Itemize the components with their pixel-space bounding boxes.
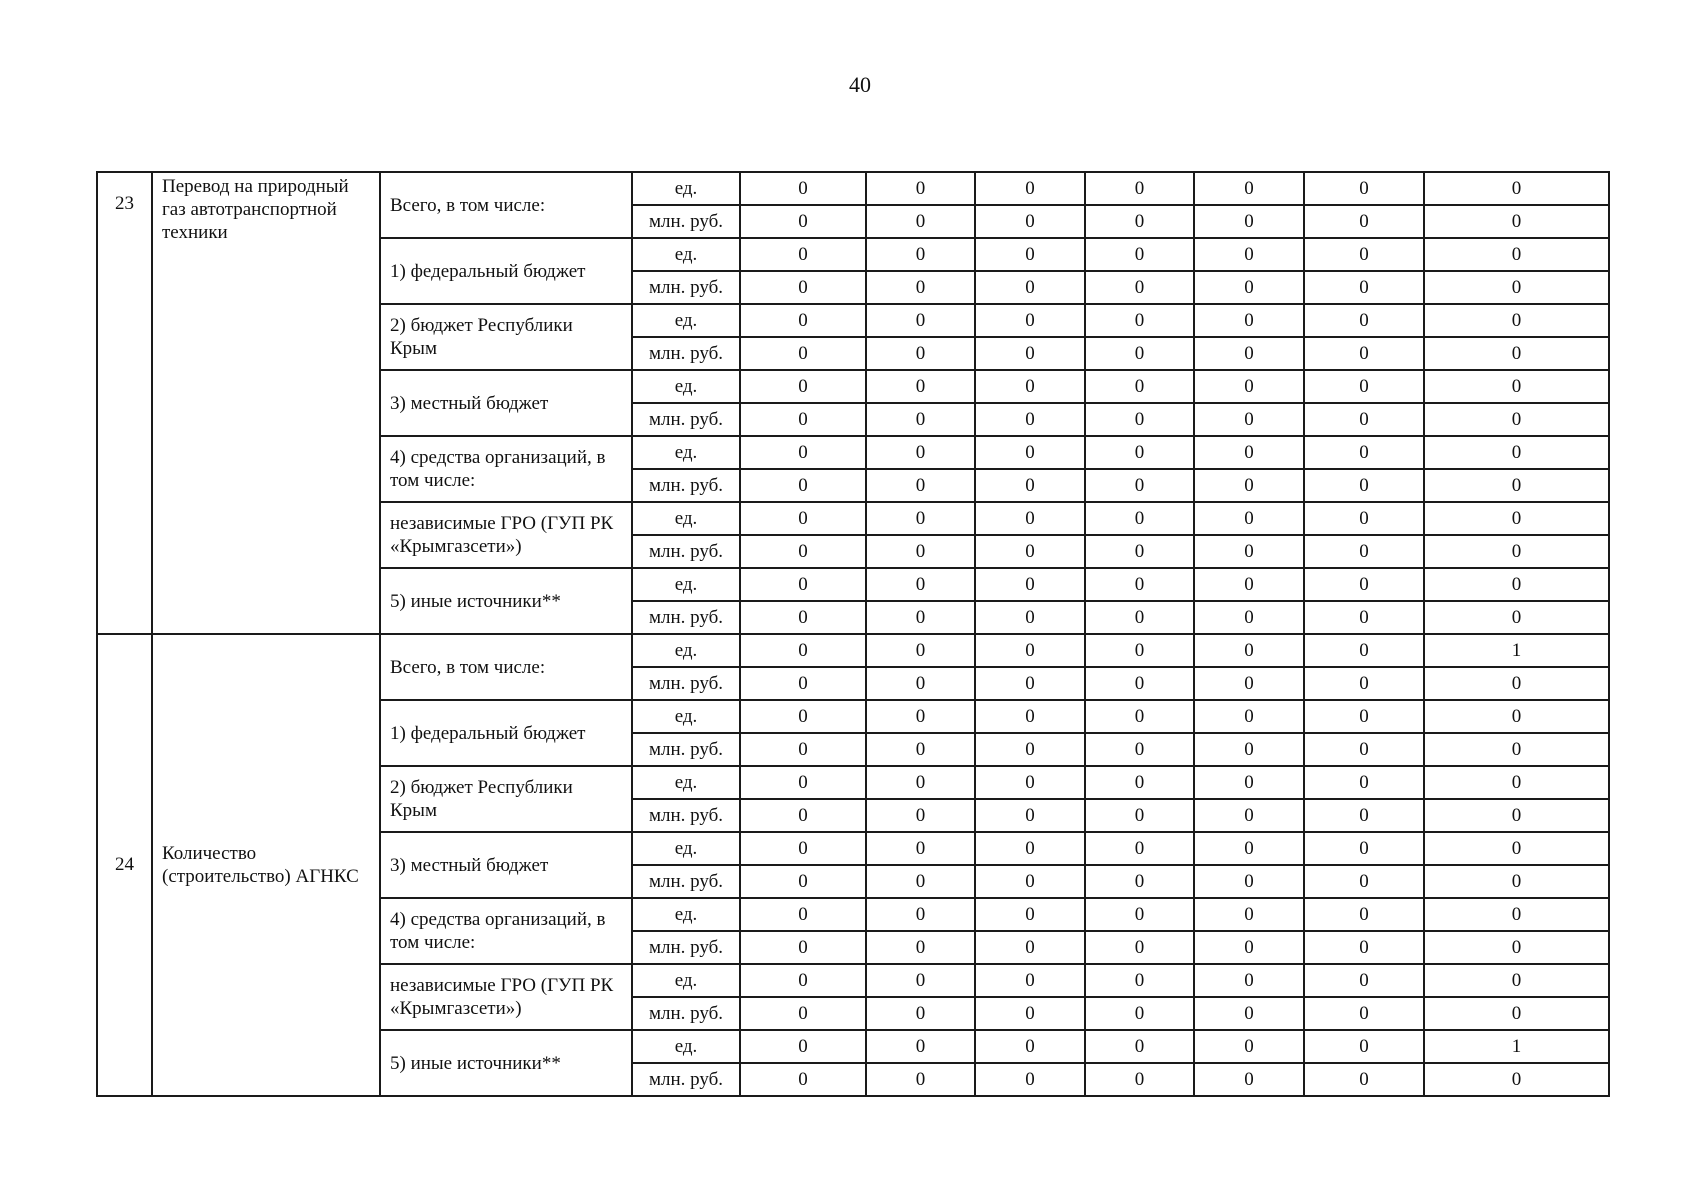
funding-source-cell: 3) местный бюджет	[380, 370, 632, 436]
value-cell: 0	[1194, 403, 1304, 436]
funding-source-cell: независимые ГРО (ГУП РК «Крымгазсети»)	[380, 964, 632, 1030]
value-cell: 0	[1194, 865, 1304, 898]
value-cell: 0	[1424, 997, 1609, 1030]
data-table	[96, 171, 1610, 1097]
value-cell: 0	[1304, 271, 1424, 304]
value-cell: 0	[1424, 568, 1609, 601]
value-cell: 0	[1085, 205, 1194, 238]
unit-cell: млн. руб.	[632, 667, 740, 700]
value-cell: 0	[1424, 766, 1609, 799]
value-cell: 0	[1304, 667, 1424, 700]
unit-cell: млн. руб.	[632, 337, 740, 370]
value-cell: 0	[1085, 634, 1194, 667]
value-cell: 0	[740, 337, 866, 370]
item-number-cell: 23	[97, 172, 152, 634]
value-cell: 0	[1085, 304, 1194, 337]
item-name-cell: Перевод на природный газ автотранспортной техники	[152, 172, 380, 634]
unit-cell: ед.	[632, 172, 740, 205]
value-cell: 0	[1085, 271, 1194, 304]
value-cell: 0	[1194, 502, 1304, 535]
value-cell: 0	[1304, 304, 1424, 337]
funding-source-cell: 2) бюджет Республики Крым	[380, 766, 632, 832]
value-cell: 0	[1304, 700, 1424, 733]
value-cell: 0	[1085, 700, 1194, 733]
value-cell: 0	[1304, 502, 1424, 535]
value-cell: 0	[740, 271, 866, 304]
value-cell: 0	[866, 799, 975, 832]
value-cell: 0	[1304, 601, 1424, 634]
value-cell: 0	[740, 700, 866, 733]
unit-cell: ед.	[632, 1030, 740, 1063]
value-cell: 0	[975, 964, 1085, 997]
value-cell: 0	[1304, 469, 1424, 502]
value-cell: 0	[1194, 436, 1304, 469]
value-cell: 0	[1424, 436, 1609, 469]
value-cell: 0	[975, 436, 1085, 469]
value-cell: 0	[866, 337, 975, 370]
value-cell: 0	[1304, 997, 1424, 1030]
value-cell: 0	[866, 568, 975, 601]
value-cell: 0	[1194, 469, 1304, 502]
value-cell: 0	[1304, 1030, 1424, 1063]
value-cell: 0	[740, 469, 866, 502]
value-cell: 0	[975, 568, 1085, 601]
unit-cell: млн. руб.	[632, 271, 740, 304]
value-cell: 0	[1194, 931, 1304, 964]
value-cell: 0	[866, 304, 975, 337]
value-cell: 0	[866, 898, 975, 931]
value-cell: 0	[975, 403, 1085, 436]
value-cell: 0	[1194, 799, 1304, 832]
value-cell: 0	[975, 766, 1085, 799]
value-cell: 0	[1194, 766, 1304, 799]
value-cell: 0	[740, 238, 866, 271]
value-cell: 0	[975, 733, 1085, 766]
value-cell: 0	[1194, 997, 1304, 1030]
value-cell: 0	[1194, 898, 1304, 931]
value-cell: 0	[1194, 172, 1304, 205]
value-cell: 0	[740, 205, 866, 238]
value-cell: 0	[975, 997, 1085, 1030]
value-cell: 0	[866, 766, 975, 799]
value-cell: 0	[1424, 931, 1609, 964]
value-cell: 0	[1424, 601, 1609, 634]
value-cell: 0	[975, 304, 1085, 337]
value-cell: 0	[1304, 931, 1424, 964]
unit-cell: ед.	[632, 238, 740, 271]
unit-cell: ед.	[632, 634, 740, 667]
value-cell: 0	[866, 271, 975, 304]
unit-cell: ед.	[632, 370, 740, 403]
value-cell: 0	[1424, 832, 1609, 865]
value-cell: 0	[866, 601, 975, 634]
value-cell: 0	[975, 667, 1085, 700]
value-cell: 0	[975, 271, 1085, 304]
unit-cell: млн. руб.	[632, 601, 740, 634]
value-cell: 0	[1085, 535, 1194, 568]
value-cell: 0	[1304, 238, 1424, 271]
unit-cell: ед.	[632, 436, 740, 469]
value-cell: 0	[1085, 469, 1194, 502]
value-cell: 0	[866, 403, 975, 436]
value-cell: 0	[866, 964, 975, 997]
value-cell: 0	[1085, 832, 1194, 865]
value-cell: 0	[975, 931, 1085, 964]
funding-source-cell: 5) иные источники**	[380, 1030, 632, 1096]
value-cell: 0	[866, 1030, 975, 1063]
unit-cell: млн. руб.	[632, 931, 740, 964]
value-cell: 0	[866, 502, 975, 535]
item-name-cell: Количество (строительство) АГНКС	[152, 634, 380, 1096]
value-cell: 0	[1424, 370, 1609, 403]
value-cell: 0	[975, 205, 1085, 238]
value-cell: 0	[975, 337, 1085, 370]
value-cell: 0	[866, 238, 975, 271]
value-cell: 0	[1424, 304, 1609, 337]
value-cell: 0	[1085, 337, 1194, 370]
value-cell: 0	[975, 865, 1085, 898]
value-cell: 0	[975, 1030, 1085, 1063]
value-cell: 0	[740, 172, 866, 205]
table-row	[97, 634, 1609, 667]
table-body	[97, 172, 1609, 1096]
value-cell: 0	[1194, 964, 1304, 997]
value-cell: 0	[866, 172, 975, 205]
value-cell: 0	[1304, 337, 1424, 370]
value-cell: 0	[740, 898, 866, 931]
value-cell: 0	[740, 865, 866, 898]
value-cell: 0	[1424, 502, 1609, 535]
value-cell: 0	[1424, 205, 1609, 238]
value-cell: 0	[1424, 403, 1609, 436]
value-cell: 0	[1194, 1063, 1304, 1096]
unit-cell: ед.	[632, 964, 740, 997]
unit-cell: ед.	[632, 766, 740, 799]
value-cell: 0	[975, 634, 1085, 667]
value-cell: 0	[1085, 502, 1194, 535]
value-cell: 0	[1424, 238, 1609, 271]
value-cell: 0	[1424, 964, 1609, 997]
unit-cell: млн. руб.	[632, 865, 740, 898]
value-cell: 0	[1424, 865, 1609, 898]
value-cell: 0	[975, 700, 1085, 733]
value-cell: 0	[1304, 799, 1424, 832]
value-cell: 0	[1194, 667, 1304, 700]
value-cell: 0	[740, 931, 866, 964]
value-cell: 0	[1424, 898, 1609, 931]
value-cell: 0	[1194, 535, 1304, 568]
value-cell: 0	[1304, 964, 1424, 997]
value-cell: 0	[1304, 832, 1424, 865]
value-cell: 0	[975, 370, 1085, 403]
value-cell: 0	[1304, 733, 1424, 766]
value-cell: 0	[1304, 403, 1424, 436]
value-cell: 0	[1085, 568, 1194, 601]
value-cell: 0	[740, 535, 866, 568]
value-cell: 0	[1194, 1030, 1304, 1063]
value-cell: 0	[740, 997, 866, 1030]
funding-source-cell: 4) средства организаций, в том числе:	[380, 436, 632, 502]
unit-cell: млн. руб.	[632, 799, 740, 832]
value-cell: 0	[866, 205, 975, 238]
unit-cell: млн. руб.	[632, 1063, 740, 1096]
value-cell: 0	[1424, 667, 1609, 700]
value-cell: 0	[1085, 436, 1194, 469]
unit-cell: млн. руб.	[632, 535, 740, 568]
value-cell: 0	[1194, 205, 1304, 238]
value-cell: 0	[1304, 568, 1424, 601]
value-cell: 0	[740, 436, 866, 469]
value-cell: 0	[1424, 271, 1609, 304]
value-cell: 0	[866, 469, 975, 502]
unit-cell: млн. руб.	[632, 997, 740, 1030]
value-cell: 1	[1424, 1030, 1609, 1063]
value-cell: 0	[975, 832, 1085, 865]
value-cell: 0	[1194, 370, 1304, 403]
funding-source-cell: Всего, в том числе:	[380, 634, 632, 700]
value-cell: 0	[1085, 997, 1194, 1030]
value-cell: 0	[740, 601, 866, 634]
value-cell: 0	[1304, 205, 1424, 238]
value-cell: 0	[1085, 766, 1194, 799]
value-cell: 0	[1304, 1063, 1424, 1096]
value-cell: 0	[1424, 535, 1609, 568]
value-cell: 0	[1304, 370, 1424, 403]
value-cell: 0	[1085, 667, 1194, 700]
value-cell: 0	[1085, 898, 1194, 931]
value-cell: 0	[740, 733, 866, 766]
value-cell: 0	[975, 469, 1085, 502]
funding-source-cell: 2) бюджет Республики Крым	[380, 304, 632, 370]
value-cell: 0	[866, 436, 975, 469]
value-cell: 0	[1424, 700, 1609, 733]
page-number: 40	[849, 72, 871, 97]
value-cell: 0	[740, 403, 866, 436]
item-number-cell: 24	[97, 634, 152, 1096]
value-cell: 0	[1424, 799, 1609, 832]
value-cell: 0	[740, 304, 866, 337]
value-cell: 0	[1085, 931, 1194, 964]
value-cell: 0	[1085, 799, 1194, 832]
value-cell: 0	[866, 1063, 975, 1096]
unit-cell: ед.	[632, 832, 740, 865]
value-cell: 0	[975, 502, 1085, 535]
value-cell: 0	[740, 1063, 866, 1096]
value-cell: 0	[866, 700, 975, 733]
value-cell: 0	[1304, 865, 1424, 898]
unit-cell: ед.	[632, 502, 740, 535]
unit-cell: ед.	[632, 700, 740, 733]
value-cell: 0	[740, 1030, 866, 1063]
value-cell: 0	[1194, 634, 1304, 667]
value-cell: 0	[866, 535, 975, 568]
funding-source-cell: независимые ГРО (ГУП РК «Крымгазсети»)	[380, 502, 632, 568]
value-cell: 0	[740, 964, 866, 997]
unit-cell: млн. руб.	[632, 469, 740, 502]
value-cell: 0	[866, 865, 975, 898]
value-cell: 0	[1085, 1030, 1194, 1063]
value-cell: 0	[1424, 337, 1609, 370]
value-cell: 0	[975, 898, 1085, 931]
value-cell: 0	[1085, 733, 1194, 766]
value-cell: 0	[740, 568, 866, 601]
unit-cell: ед.	[632, 898, 740, 931]
value-cell: 0	[740, 766, 866, 799]
value-cell: 0	[866, 370, 975, 403]
value-cell: 0	[1194, 568, 1304, 601]
funding-source-cell: 1) федеральный бюджет	[380, 238, 632, 304]
value-cell: 0	[1194, 304, 1304, 337]
value-cell: 0	[1194, 337, 1304, 370]
funding-source-cell: 5) иные источники**	[380, 568, 632, 634]
funding-source-cell: 4) средства организаций, в том числе:	[380, 898, 632, 964]
value-cell: 0	[866, 931, 975, 964]
value-cell: 0	[740, 667, 866, 700]
unit-cell: млн. руб.	[632, 733, 740, 766]
funding-source-cell: 1) федеральный бюджет	[380, 700, 632, 766]
value-cell: 0	[740, 502, 866, 535]
value-cell: 0	[740, 370, 866, 403]
value-cell: 0	[866, 997, 975, 1030]
value-cell: 0	[740, 832, 866, 865]
funding-source-cell: 3) местный бюджет	[380, 832, 632, 898]
value-cell: 0	[1085, 865, 1194, 898]
value-cell: 0	[1085, 172, 1194, 205]
value-cell: 0	[1304, 634, 1424, 667]
value-cell: 0	[1304, 898, 1424, 931]
value-cell: 0	[866, 733, 975, 766]
value-cell: 0	[1085, 238, 1194, 271]
table-row	[97, 172, 1609, 205]
value-cell: 0	[866, 667, 975, 700]
value-cell: 0	[975, 1063, 1085, 1096]
value-cell: 0	[1085, 601, 1194, 634]
value-cell: 0	[1424, 172, 1609, 205]
value-cell: 0	[1194, 601, 1304, 634]
value-cell: 0	[1424, 1063, 1609, 1096]
value-cell: 0	[866, 832, 975, 865]
value-cell: 0	[1194, 832, 1304, 865]
unit-cell: ед.	[632, 568, 740, 601]
value-cell: 0	[975, 172, 1085, 205]
funding-source-cell: Всего, в том числе:	[380, 172, 632, 238]
value-cell: 0	[975, 601, 1085, 634]
value-cell: 0	[1304, 436, 1424, 469]
value-cell: 0	[1304, 172, 1424, 205]
value-cell: 0	[740, 799, 866, 832]
value-cell: 0	[1194, 238, 1304, 271]
value-cell: 0	[975, 535, 1085, 568]
value-cell: 0	[866, 634, 975, 667]
value-cell: 0	[975, 238, 1085, 271]
value-cell: 0	[1424, 733, 1609, 766]
value-cell: 0	[1304, 766, 1424, 799]
value-cell: 0	[740, 634, 866, 667]
unit-cell: млн. руб.	[632, 205, 740, 238]
value-cell: 0	[1424, 469, 1609, 502]
unit-cell: млн. руб.	[632, 403, 740, 436]
value-cell: 0	[1194, 271, 1304, 304]
value-cell: 0	[1194, 700, 1304, 733]
value-cell: 0	[1085, 1063, 1194, 1096]
value-cell: 0	[1304, 535, 1424, 568]
value-cell: 0	[1194, 733, 1304, 766]
value-cell: 0	[1085, 964, 1194, 997]
value-cell: 0	[975, 799, 1085, 832]
value-cell: 1	[1424, 634, 1609, 667]
unit-cell: ед.	[632, 304, 740, 337]
value-cell: 0	[1085, 370, 1194, 403]
value-cell: 0	[1085, 403, 1194, 436]
